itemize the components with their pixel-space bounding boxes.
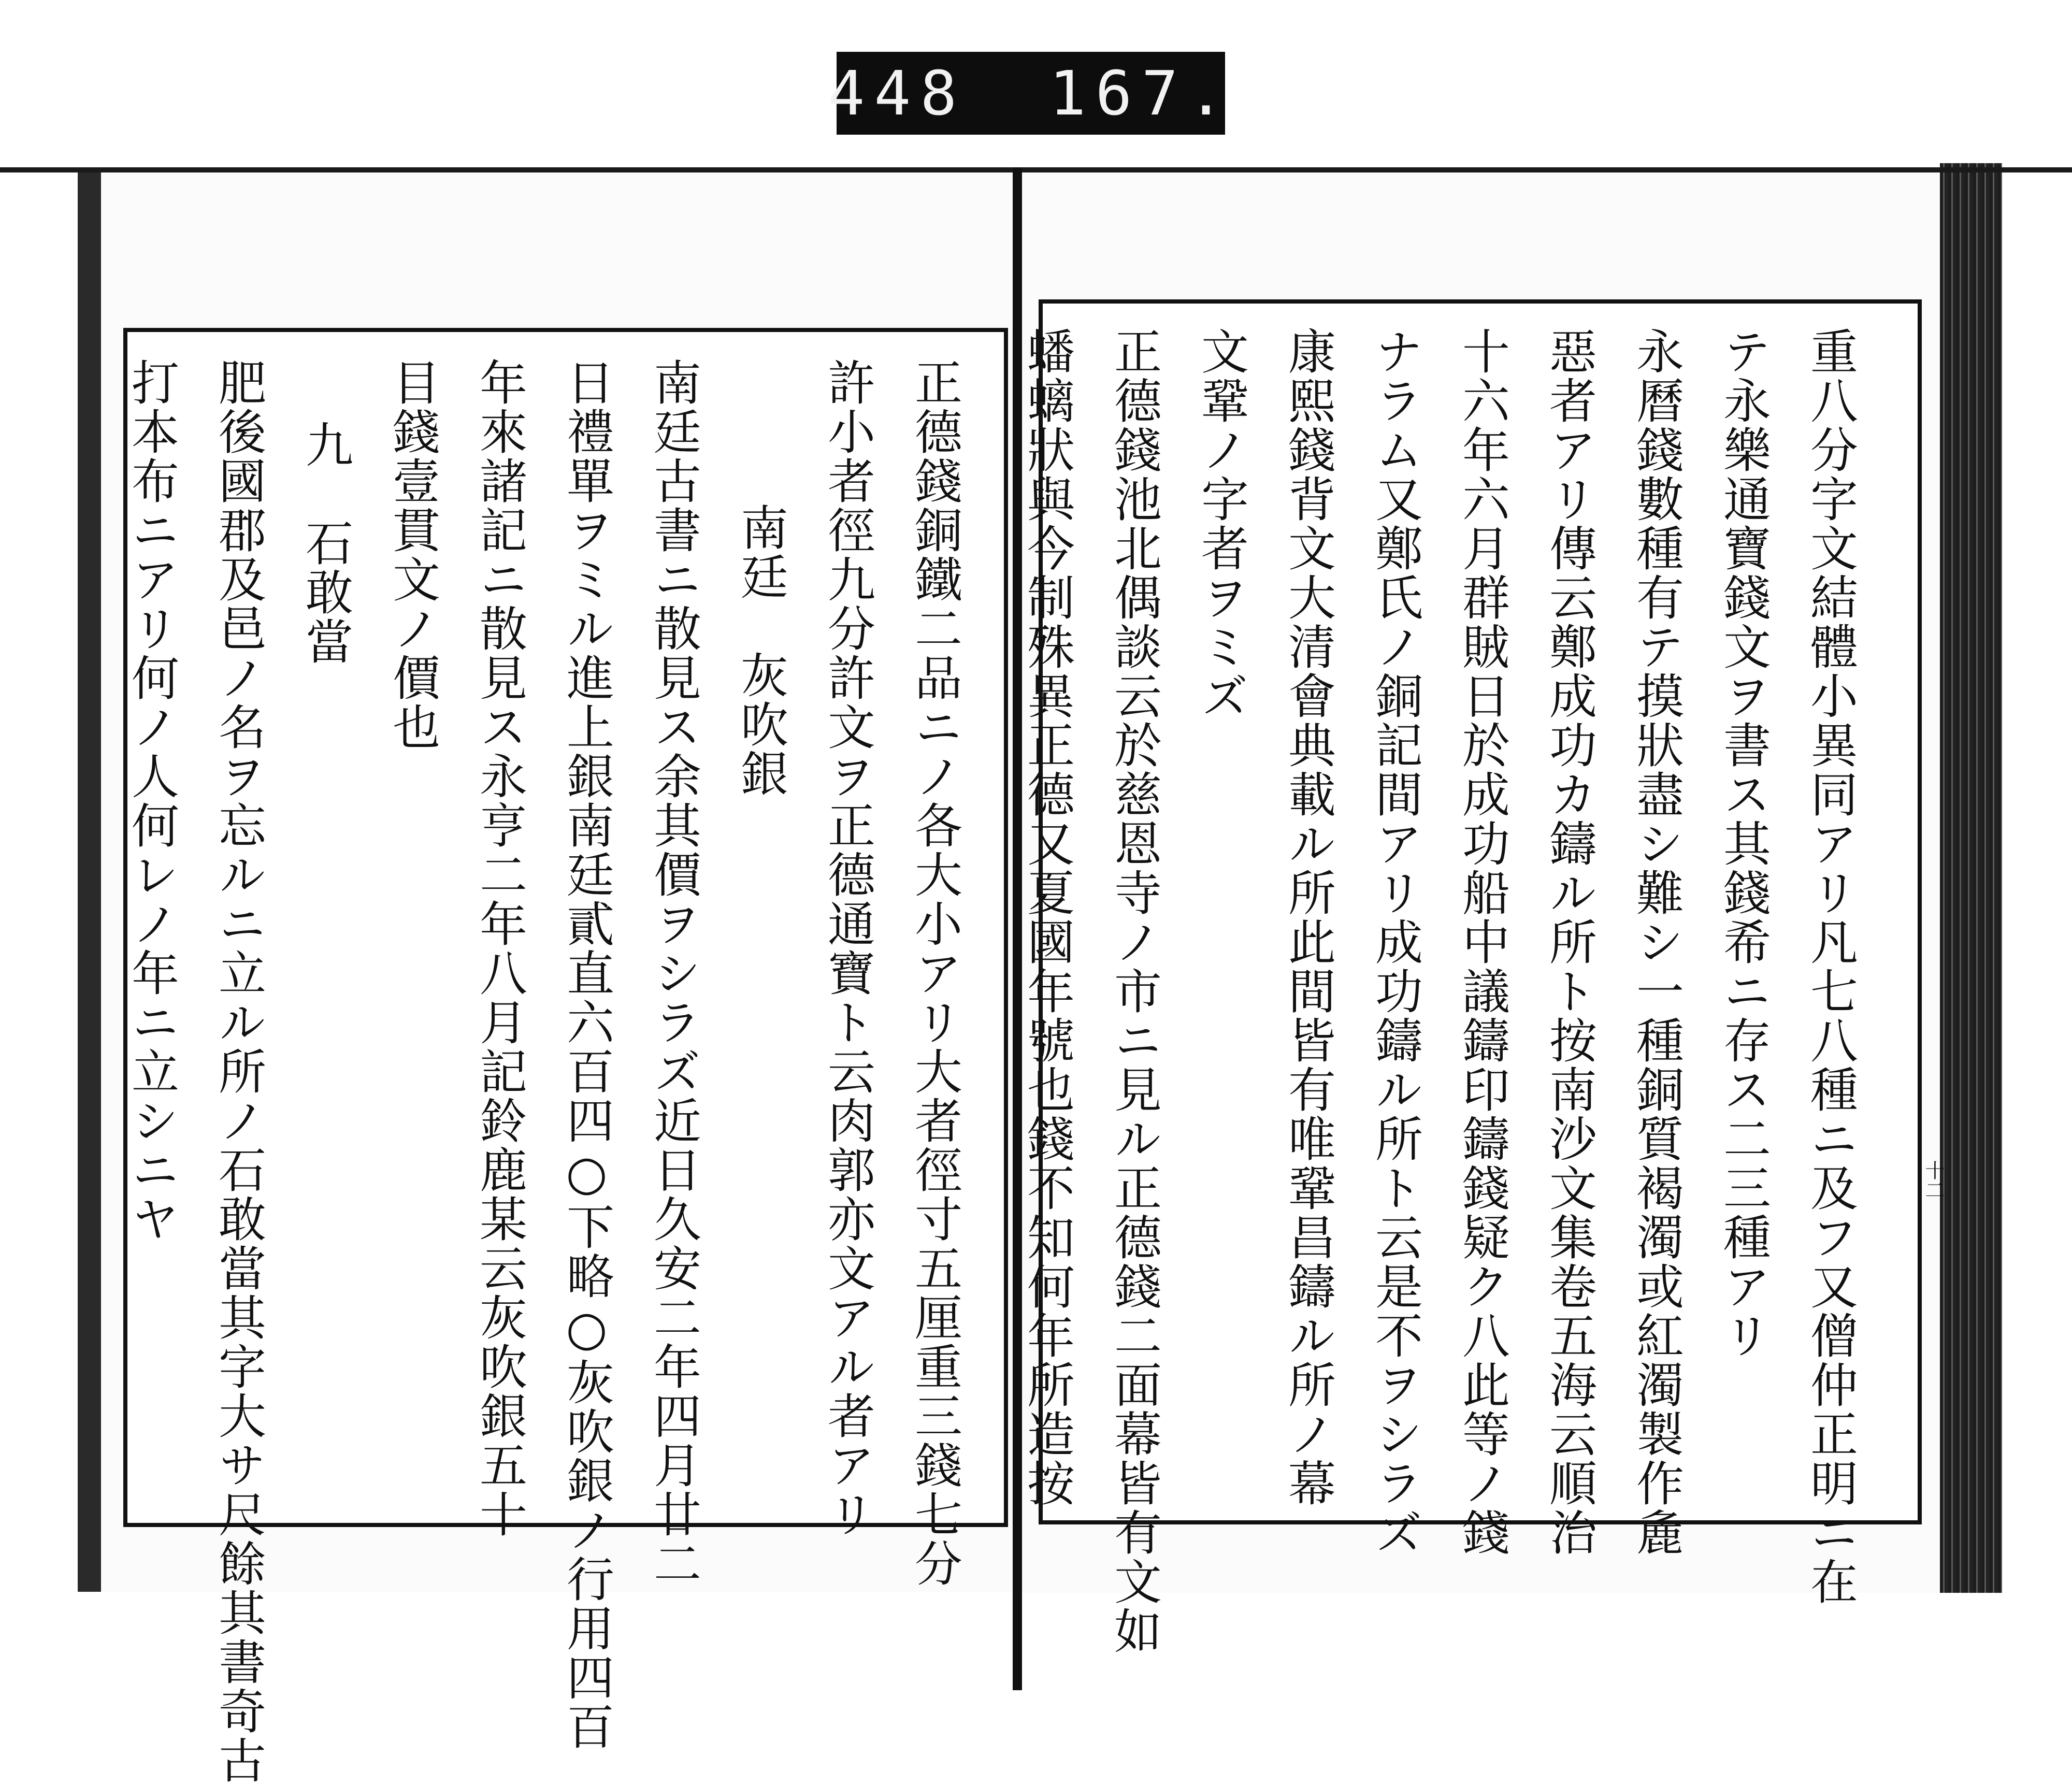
catalog-number-left: 448 xyxy=(828,57,967,129)
text-column: 肥後國郡及邑ノ名ヲ忘ルニ立ル所ノ石敢當其字大サ尺餘其書奇古 xyxy=(211,358,266,1785)
text-column: 十六年六月群賊日於成功船中議鑄印鑄錢疑ク八此等ノ錢 xyxy=(1455,327,1510,1557)
section-heading: 九 石敢當 xyxy=(298,420,353,666)
text-column: 重八分字文結體小異同アリ凡七八種ニ及フ又僧仲正明ニ在 xyxy=(1803,327,1858,1606)
text-column: 許小者徑九分許文ヲ正德通寶ト云肉郭亦文アル者アリ xyxy=(820,358,875,1539)
text-column: ナラム又鄭氏ノ銅記間アリ成功鑄ル所ト云是不ヲシラズ xyxy=(1368,327,1423,1557)
left-text-frame xyxy=(123,328,1008,1785)
catalog-label xyxy=(828,52,1234,135)
page-number: 十二 xyxy=(1922,1160,1945,1200)
text-column: テ永樂通寶錢文ヲ書ス其錢希ニ存ス二三種アリ xyxy=(1716,327,1771,1360)
text-column: 康熙錢背文大清會典載ル所此間皆有唯鞏昌鑄ル所ノ幕 xyxy=(1280,327,1336,1508)
text-column: 蟠螭狀與今制殊異正德又夏國年號也錢不知何年所造按 xyxy=(1019,327,1075,1508)
text-column: 文鞏ノ字者ヲミズ xyxy=(1193,327,1249,721)
section-heading: 南廷 灰吹銀 xyxy=(733,503,788,798)
text-column: 日禮單ヲミル進上銀南廷貳直六百四○下略○灰吹銀ノ行用四百 xyxy=(559,358,614,1751)
text-column: 打本布ニアリ何ノ人何レノ年ニ立シニヤ xyxy=(124,358,179,1244)
text-column: 正德錢銅鐵二品ニノ各大小アリ大者徑寸五厘重三錢七分 xyxy=(907,358,962,1588)
right-text-columns xyxy=(1003,327,1874,1656)
text-column: 惡者アリ傳云鄭成功カ鑄ル所ト按南沙文集卷五海云順治 xyxy=(1542,327,1597,1557)
text-column: 正德錢池北偶談云於慈恩寺ノ市ニ見ル正德錢二面幕皆有文如 xyxy=(1106,327,1162,1656)
catalog-number-right: 167. xyxy=(1049,57,1234,129)
right-page-stack xyxy=(1940,163,2002,1593)
top-binding-line xyxy=(0,167,2072,172)
text-column: 永曆錢數種有テ摸狀盡シ難シ一種銅質褐濁或紅濁製作麁 xyxy=(1629,327,1684,1557)
text-column: 南廷古書ニ散見ス余其價ヲシラズ近日久安二年四月廿二 xyxy=(646,358,701,1588)
left-book-edge xyxy=(78,167,101,1592)
left-text-columns xyxy=(108,358,978,1785)
text-column: 目錢壹貫文ノ價也 xyxy=(385,358,440,752)
right-text-frame xyxy=(1019,299,1922,1656)
text-column: 年來諸記ニ散見ス永亨二年八月記鈴鹿某云灰吹銀五十 xyxy=(472,358,527,1539)
